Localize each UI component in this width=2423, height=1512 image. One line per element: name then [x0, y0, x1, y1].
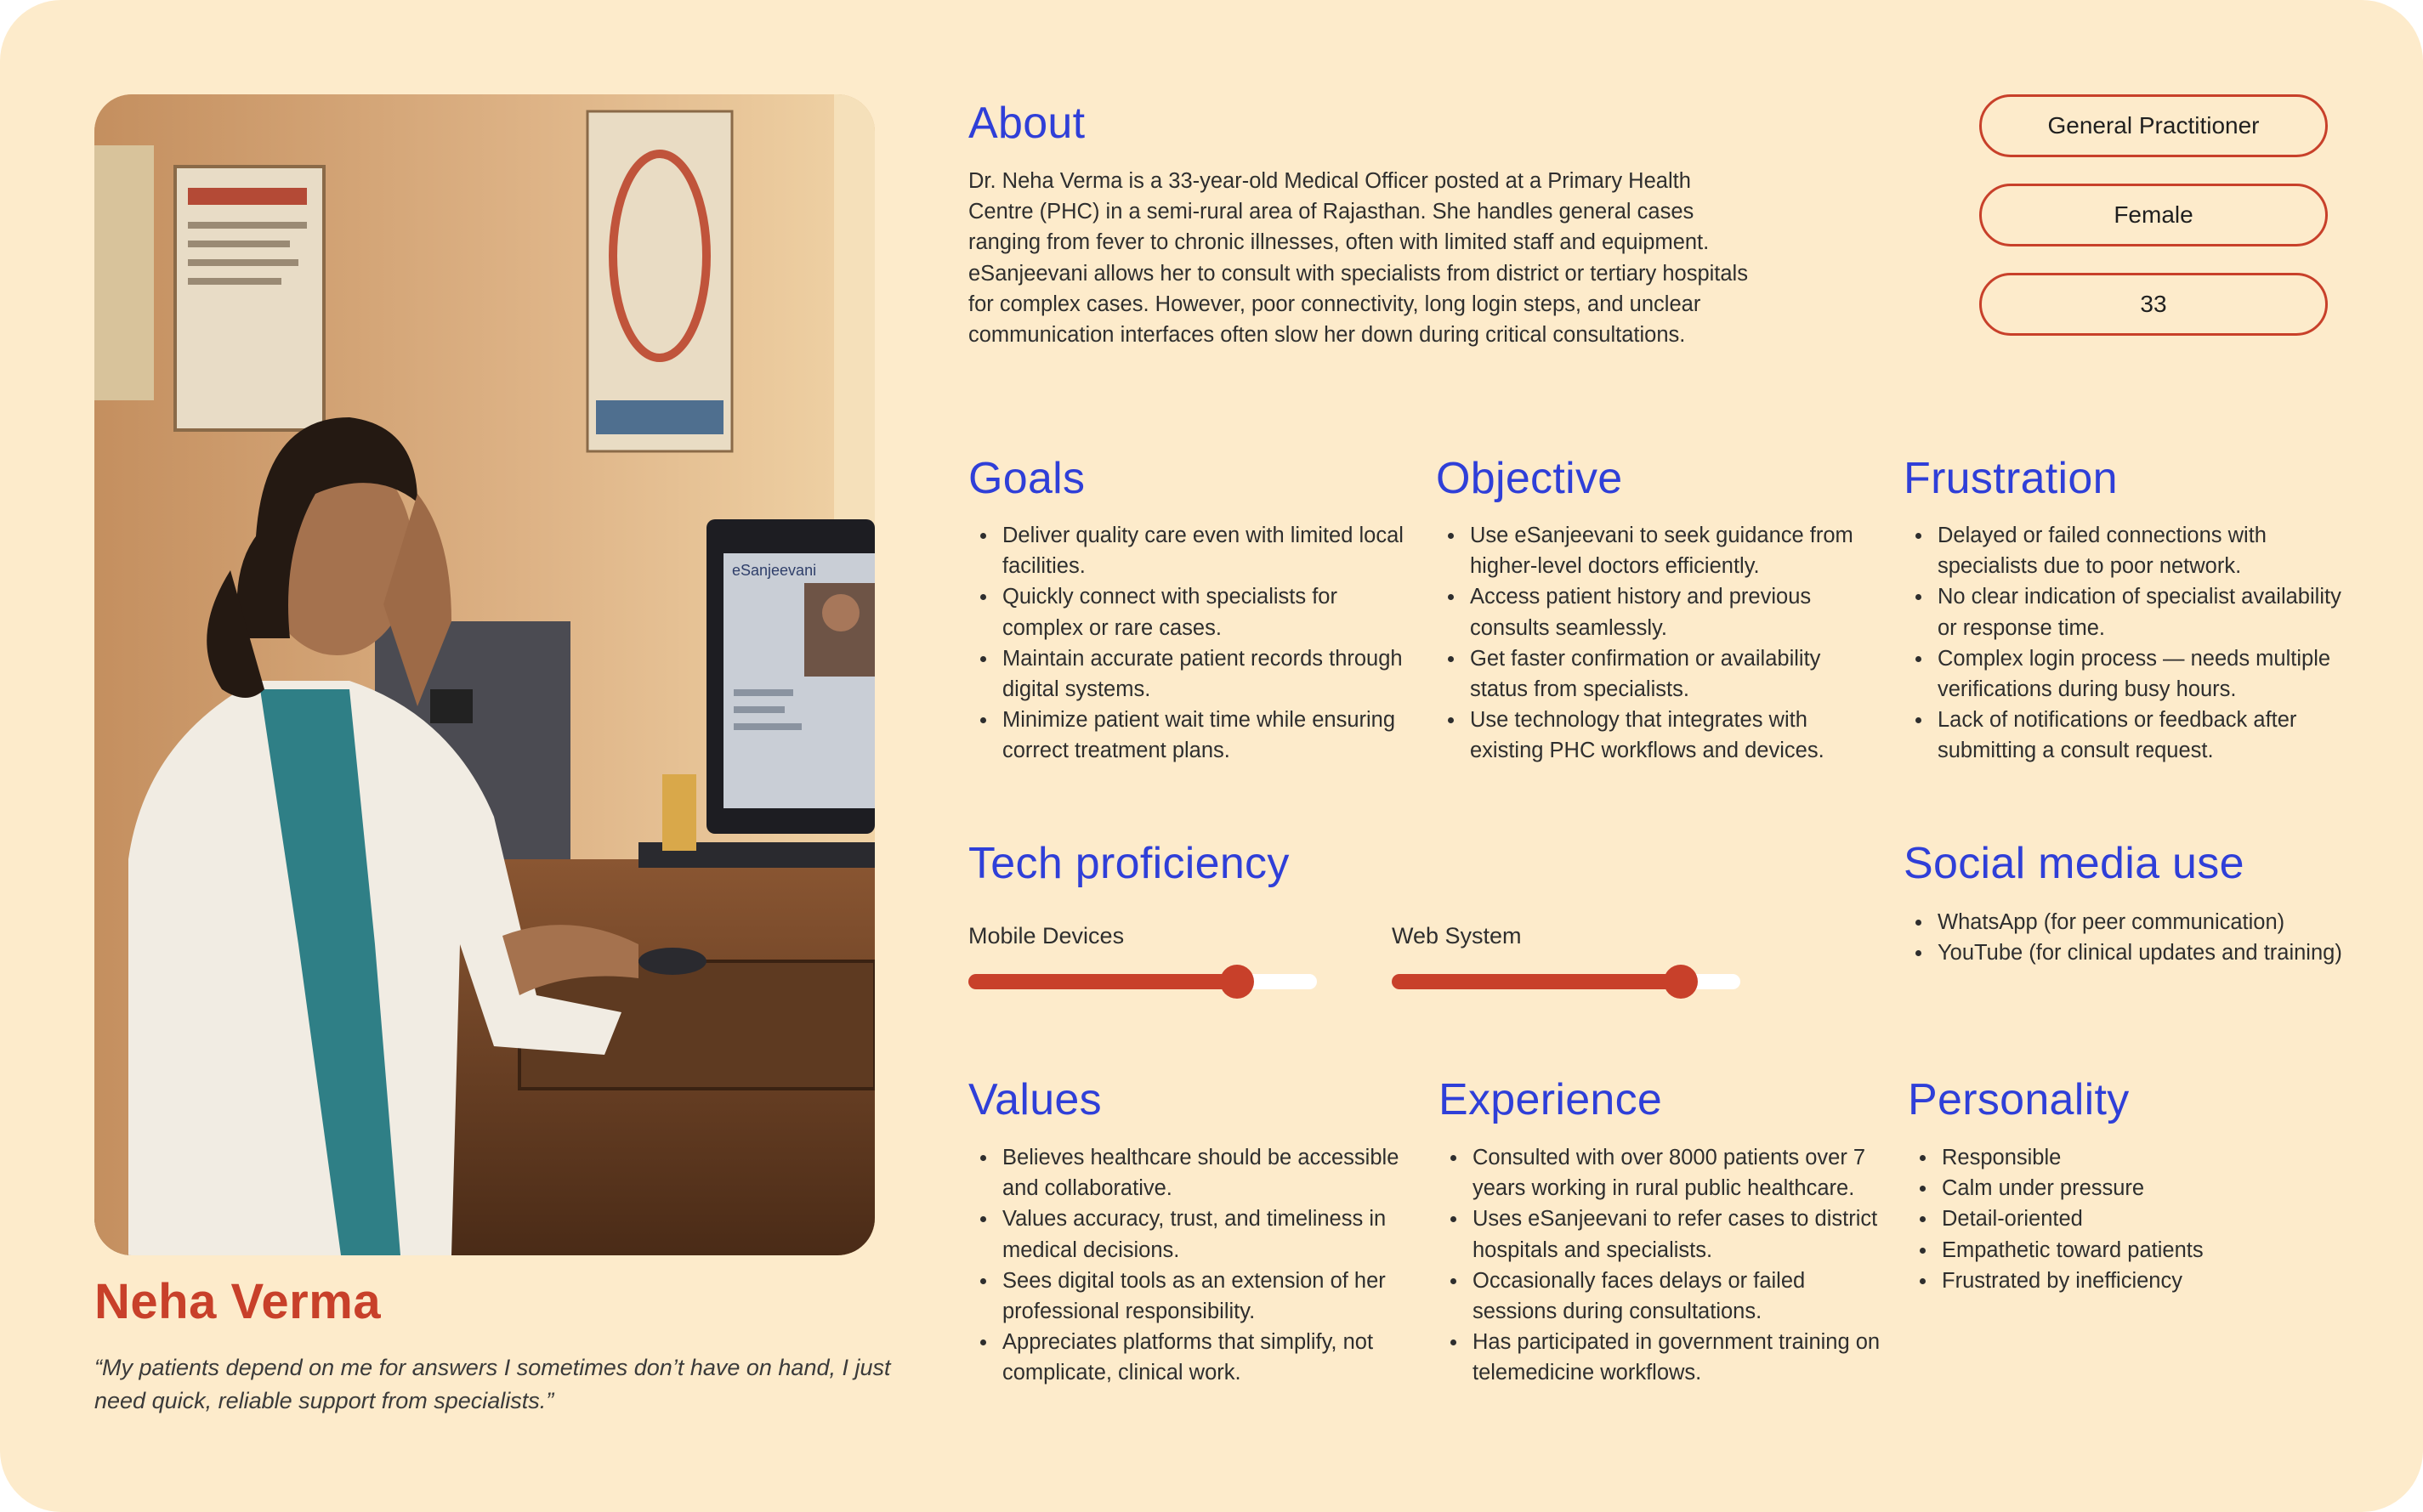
frustration-list — [1904, 520, 2363, 767]
list-item: Lack of notifications or feedback after submitting a consult request. — [1904, 705, 2363, 766]
list-item: Consulted with over 8000 patients over 7 years working in rural public healthcare. — [1438, 1142, 1881, 1203]
list-item: No clear indication of specialist availability or response time. — [1904, 581, 2363, 643]
persona-name: Neha Verma — [94, 1274, 382, 1329]
values-heading: Values — [968, 1075, 1102, 1124]
monitor-screen-text: eSanjeevani — [732, 562, 817, 579]
list-item: Occasionally faces delays or failed sessions during consultations. — [1438, 1266, 1881, 1327]
slider-fill — [1392, 974, 1681, 989]
tech-heading: Tech proficiency — [968, 839, 1290, 888]
list-item: Sees digital tools as an extension of her professional responsibility. — [968, 1266, 1410, 1327]
mouse — [638, 948, 706, 975]
list-item: Uses eSanjeevani to refer cases to district hospitals and specialists. — [1438, 1203, 1881, 1265]
social-list — [1904, 907, 2346, 968]
list-item: Access patient history and previous consults seamlessly. — [1436, 581, 1878, 643]
list-item: Use eSanjeevani to seek guidance from higher-level doctors efficiently. — [1436, 520, 1878, 581]
list-item: Values accuracy, trust, and timeliness in medical decisions. — [968, 1203, 1410, 1265]
list-item: WhatsApp (for peer communication) — [1904, 907, 2346, 937]
list-item: Minimize patient wait time while ensuring correct treatment plans. — [968, 705, 1410, 766]
list-item: Deliver quality care even with limited local facilities. — [968, 520, 1410, 581]
list-item: Appreciates platforms that simplify, not complicate, clinical work. — [968, 1327, 1410, 1388]
slider-label-web: Web System — [1392, 923, 1522, 949]
web-proficiency-slider[interactable] — [1392, 974, 1740, 989]
list-item: Maintain accurate patient records through digital systems. — [968, 643, 1410, 705]
values-list — [968, 1142, 1410, 1389]
persona-photo — [94, 94, 875, 1255]
goals-heading: Goals — [968, 454, 1086, 503]
slider-knob[interactable] — [1664, 965, 1698, 999]
personality-list — [1908, 1142, 2333, 1296]
list-item: Responsible — [1908, 1142, 2333, 1173]
list-item: Get faster confirmation or availability status from specialists. — [1436, 643, 1878, 705]
tag-age: 33 — [1979, 273, 2328, 336]
slider-knob[interactable] — [1220, 965, 1254, 999]
tag-role: General Practitioner — [1979, 94, 2328, 157]
list-item: Delayed or failed connections with specialists due to poor network. — [1904, 520, 2363, 581]
slider-label-mobile: Mobile Devices — [968, 923, 1125, 949]
objective-heading: Objective — [1436, 454, 1623, 503]
list-item: Has participated in government training on telemedicine workflows. — [1438, 1327, 1881, 1388]
list-item: Empathetic toward patients — [1908, 1235, 2333, 1266]
experience-heading: Experience — [1438, 1075, 1663, 1124]
list-item: Complex login process — needs multiple verifications during busy hours. — [1904, 643, 2363, 705]
list-item: Believes healthcare should be accessible and collaborative. — [968, 1142, 1410, 1203]
frustration-heading: Frustration — [1904, 454, 2118, 503]
mobile-proficiency-slider[interactable] — [968, 974, 1317, 989]
wall-poster — [175, 167, 324, 430]
list-item: Use technology that integrates with existing PHC workflows and devices. — [1436, 705, 1878, 766]
about-heading: About — [968, 99, 1086, 148]
goals-list — [968, 520, 1410, 767]
list-item: Quickly connect with specialists for complex or rare cases. — [968, 581, 1410, 643]
personality-heading: Personality — [1908, 1075, 2130, 1124]
about-text: Dr. Neha Verma is a 33-year-old Medical Officer posted at a Primary Health Centre (PHC) in a semi-rural area of Rajasthan. She handles general cases ranging from fever to chronic illnesses, often with limited staff and equipment. eSanjeevani allows her to consult with specialists from district or tertiary hospitals for complex cases. However, poor connectivity, long login steps, and unclear communication interfaces often slow her down during critical consultations. — [968, 169, 1748, 348]
doctor-illustration — [94, 94, 875, 1255]
list-item: Frustrated by inefficiency — [1908, 1266, 2333, 1296]
social-heading: Social media use — [1904, 839, 2244, 888]
persona-quote: “My patients depend on me for answers I sometimes don’t have on hand, I just need quick, reliable support from specialists.” — [94, 1355, 891, 1413]
tag-gender: Female — [1979, 184, 2328, 246]
list-item: YouTube (for clinical updates and training) — [1904, 937, 2346, 968]
experience-list — [1438, 1142, 1881, 1389]
list-item: Detail-oriented — [1908, 1203, 2333, 1234]
list-item: Calm under pressure — [1908, 1173, 2333, 1203]
slider-fill — [968, 974, 1237, 989]
objective-list — [1436, 520, 1878, 767]
